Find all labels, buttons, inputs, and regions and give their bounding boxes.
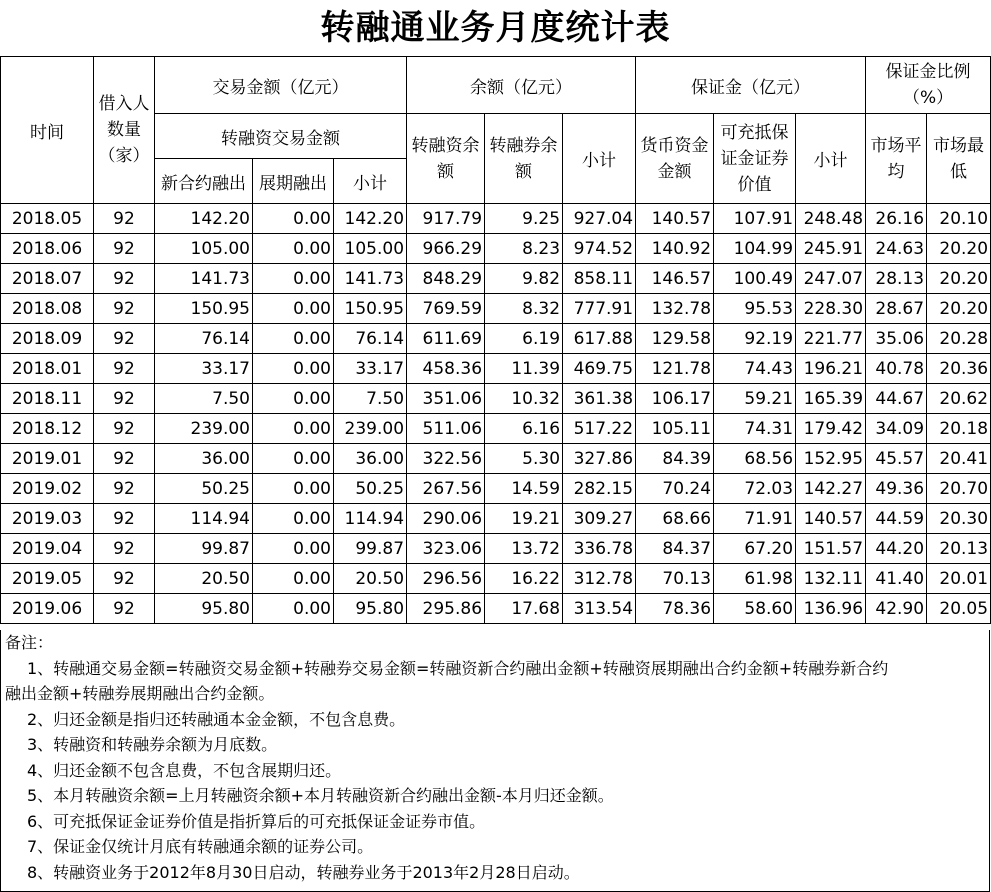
table-cell: 50.25 — [155, 474, 253, 504]
table-cell: 114.94 — [155, 504, 253, 534]
table-row — [1, 234, 991, 264]
cell-time: 2018.06 — [1, 234, 94, 264]
table-cell: 84.37 — [636, 534, 714, 564]
table-cell: 927.04 — [563, 204, 636, 234]
table-cell: 313.54 — [563, 594, 636, 624]
table-cell: 228.30 — [796, 294, 866, 324]
table-cell: 34.09 — [866, 414, 927, 444]
table-cell: 99.87 — [334, 534, 407, 564]
table-cell: 92 — [94, 504, 155, 534]
table-cell: 290.06 — [407, 504, 485, 534]
table-cell: 296.56 — [407, 564, 485, 594]
table-cell: 282.15 — [563, 474, 636, 504]
table-cell: 19.21 — [485, 504, 563, 534]
table-cell: 0.00 — [253, 594, 334, 624]
cell-time: 2019.01 — [1, 444, 94, 474]
table-cell: 20.10 — [927, 204, 991, 234]
table-row — [1, 474, 991, 504]
table-cell: 68.56 — [714, 444, 796, 474]
cell-time: 2018.05 — [1, 204, 94, 234]
header-new-contract: 新合约融出 — [155, 159, 253, 204]
table-row — [1, 384, 991, 414]
table-cell: 322.56 — [407, 444, 485, 474]
table-row — [1, 414, 991, 444]
table-cell: 20.50 — [334, 564, 407, 594]
table-cell: 196.21 — [796, 354, 866, 384]
table-cell: 26.16 — [866, 204, 927, 234]
table-cell: 95.80 — [334, 594, 407, 624]
table-cell: 84.39 — [636, 444, 714, 474]
table-cell: 95.80 — [155, 594, 253, 624]
table-cell: 769.59 — [407, 294, 485, 324]
table-cell: 92 — [94, 354, 155, 384]
table-cell: 132.78 — [636, 294, 714, 324]
table-cell: 150.95 — [155, 294, 253, 324]
table-cell: 142.27 — [796, 474, 866, 504]
table-cell: 221.77 — [796, 324, 866, 354]
table-cell: 617.88 — [563, 324, 636, 354]
table-cell: 114.94 — [334, 504, 407, 534]
table-cell: 150.95 — [334, 294, 407, 324]
table-cell: 10.32 — [485, 384, 563, 414]
table-row — [1, 264, 991, 294]
note-6: 6、可充抵保证金证券价值是指折算后的可充抵保证金证券市值。 — [27, 811, 486, 831]
table-cell: 11.39 — [485, 354, 563, 384]
table-cell: 0.00 — [253, 414, 334, 444]
table-cell: 20.70 — [927, 474, 991, 504]
table-cell: 295.86 — [407, 594, 485, 624]
table-cell: 13.72 — [485, 534, 563, 564]
table-cell: 59.21 — [714, 384, 796, 414]
note-7: 7、保证金仅统计月底有转融通余额的证券公司。 — [27, 837, 374, 856]
table-cell: 58.60 — [714, 594, 796, 624]
table-cell: 361.38 — [563, 384, 636, 414]
table-header — [1, 57, 991, 204]
table-cell: 20.13 — [927, 534, 991, 564]
table-cell: 239.00 — [155, 414, 253, 444]
table-cell: 0.00 — [253, 444, 334, 474]
table-cell: 517.22 — [563, 414, 636, 444]
table-cell: 0.00 — [253, 294, 334, 324]
table-cell: 92 — [94, 594, 155, 624]
cell-time: 2019.05 — [1, 564, 94, 594]
header-margin: 保证金（亿元） — [636, 57, 866, 114]
table-cell: 105.11 — [636, 414, 714, 444]
table-cell: 7.50 — [334, 384, 407, 414]
table-cell: 107.91 — [714, 204, 796, 234]
notes-heading: 备注： — [5, 633, 54, 652]
table-cell: 312.78 — [563, 564, 636, 594]
cell-time: 2018.07 — [1, 264, 94, 294]
table-cell: 92 — [94, 324, 155, 354]
note-2: 2、归还金额是指归还转融通本金金额，不包含息费。 — [27, 709, 406, 729]
table-cell: 140.57 — [636, 204, 714, 234]
table-cell: 966.29 — [407, 234, 485, 264]
table-cell: 132.11 — [796, 564, 866, 594]
table-cell: 44.59 — [866, 504, 927, 534]
table-cell: 92 — [94, 384, 155, 414]
table-cell: 100.49 — [714, 264, 796, 294]
table-cell: 70.13 — [636, 564, 714, 594]
table-cell: 142.20 — [334, 204, 407, 234]
table-cell: 42.90 — [866, 594, 927, 624]
table-cell: 245.91 — [796, 234, 866, 264]
header-zrz-trade: 转融资交易金额 — [155, 114, 407, 159]
table-cell: 146.57 — [636, 264, 714, 294]
table-row — [1, 564, 991, 594]
table-cell: 777.91 — [563, 294, 636, 324]
table-cell: 105.00 — [155, 234, 253, 264]
header-ratio: 保证金比例（%） — [866, 57, 991, 114]
table-cell: 20.18 — [927, 414, 991, 444]
table-cell: 309.27 — [563, 504, 636, 534]
table-cell: 20.20 — [927, 234, 991, 264]
table-cell: 92 — [94, 564, 155, 594]
table-cell: 239.00 — [334, 414, 407, 444]
table-cell: 99.87 — [155, 534, 253, 564]
cell-time: 2018.12 — [1, 414, 94, 444]
table-cell: 267.56 — [407, 474, 485, 504]
table-cell: 20.05 — [927, 594, 991, 624]
table-cell: 49.36 — [866, 474, 927, 504]
table-cell: 0.00 — [253, 204, 334, 234]
table-cell: 20.50 — [155, 564, 253, 594]
table-cell: 92 — [94, 294, 155, 324]
statistics-table — [0, 56, 991, 624]
header-zrz-balance: 转融资余额 — [407, 114, 485, 204]
table-cell: 92 — [94, 474, 155, 504]
table-cell: 8.23 — [485, 234, 563, 264]
table-cell: 611.69 — [407, 324, 485, 354]
table-cell: 469.75 — [563, 354, 636, 384]
table-cell: 61.98 — [714, 564, 796, 594]
table-cell: 0.00 — [253, 384, 334, 414]
table-cell: 6.19 — [485, 324, 563, 354]
table-cell: 14.59 — [485, 474, 563, 504]
table-cell: 16.22 — [485, 564, 563, 594]
table-cell: 336.78 — [563, 534, 636, 564]
table-row — [1, 534, 991, 564]
cell-time: 2018.09 — [1, 324, 94, 354]
table-cell: 20.62 — [927, 384, 991, 414]
note-1: 1、转融通交易金额=转融资交易金额+转融券交易金额=转融资新合约融出金额+转融资展期融出合约金额+转融券新合约 — [27, 658, 889, 678]
table-cell: 0.00 — [253, 474, 334, 504]
notes-section — [0, 630, 990, 892]
table-cell: 142.20 — [155, 204, 253, 234]
table-cell: 141.73 — [155, 264, 253, 294]
table-cell: 40.78 — [866, 354, 927, 384]
table-cell: 140.92 — [636, 234, 714, 264]
table-cell: 20.28 — [927, 324, 991, 354]
table-cell: 121.78 — [636, 354, 714, 384]
table-cell: 9.25 — [485, 204, 563, 234]
table-cell: 20.20 — [927, 264, 991, 294]
table-cell: 511.06 — [407, 414, 485, 444]
table-cell: 106.17 — [636, 384, 714, 414]
table-cell: 9.82 — [485, 264, 563, 294]
table-cell: 351.06 — [407, 384, 485, 414]
table-cell: 71.91 — [714, 504, 796, 534]
table-cell: 35.06 — [866, 324, 927, 354]
table-cell: 78.36 — [636, 594, 714, 624]
table-cell: 44.20 — [866, 534, 927, 564]
table-cell: 74.43 — [714, 354, 796, 384]
cell-time: 2018.01 — [1, 354, 94, 384]
header-market-avg: 市场平均 — [866, 114, 927, 204]
header-market-min: 市场最低 — [927, 114, 991, 204]
table-cell: 0.00 — [253, 504, 334, 534]
table-cell: 165.39 — [796, 384, 866, 414]
table-cell: 327.86 — [563, 444, 636, 474]
table-cell: 92.19 — [714, 324, 796, 354]
table-cell: 92 — [94, 234, 155, 264]
table-cell: 0.00 — [253, 234, 334, 264]
page-title: 转融通业务月度统计表 — [320, 8, 671, 48]
header-securities-margin: 可充抵保证金证券价值 — [714, 114, 796, 204]
header-zrq-balance: 转融券余额 — [485, 114, 563, 204]
table-cell: 141.73 — [334, 264, 407, 294]
table-cell: 8.32 — [485, 294, 563, 324]
note-5: 5、本月转融资余额=上月转融资余额+本月转融资新合约融出金额-本月归还金额。 — [27, 786, 614, 805]
table-cell: 24.63 — [866, 234, 927, 264]
cell-time: 2019.04 — [1, 534, 94, 564]
cell-time: 2018.11 — [1, 384, 94, 414]
table-cell: 20.20 — [927, 294, 991, 324]
table-cell: 7.50 — [155, 384, 253, 414]
table-cell: 67.20 — [714, 534, 796, 564]
table-row — [1, 294, 991, 324]
table-cell: 0.00 — [253, 264, 334, 294]
note-1-continued: 融出金额+转融券展期融出合约金额。 — [5, 684, 275, 703]
table-cell: 323.06 — [407, 534, 485, 564]
note-3: 3、转融资和转融券余额为月底数。 — [27, 735, 278, 754]
table-cell: 0.00 — [253, 324, 334, 354]
table-cell: 917.79 — [407, 204, 485, 234]
table-cell: 28.13 — [866, 264, 927, 294]
table-cell: 41.40 — [866, 564, 927, 594]
table-cell: 72.03 — [714, 474, 796, 504]
table-cell: 92 — [94, 444, 155, 474]
table-cell: 848.29 — [407, 264, 485, 294]
table-cell: 76.14 — [334, 324, 407, 354]
table-cell: 20.36 — [927, 354, 991, 384]
table-cell: 36.00 — [155, 444, 253, 474]
table-cell: 76.14 — [155, 324, 253, 354]
header-borrowers: 借入人数量（家） — [94, 57, 155, 204]
table-row — [1, 444, 991, 474]
table-cell: 74.31 — [714, 414, 796, 444]
table-cell: 151.57 — [796, 534, 866, 564]
header-cash-margin: 货币资金金额 — [636, 114, 714, 204]
table-cell: 458.36 — [407, 354, 485, 384]
table-cell: 92 — [94, 534, 155, 564]
table-cell: 44.67 — [866, 384, 927, 414]
table-cell: 247.07 — [796, 264, 866, 294]
table-cell: 20.30 — [927, 504, 991, 534]
table-cell: 92 — [94, 414, 155, 444]
header-trade-subtotal: 小计 — [334, 159, 407, 204]
table-cell: 152.95 — [796, 444, 866, 474]
table-body — [1, 204, 991, 624]
header-margin-subtotal: 小计 — [796, 114, 866, 204]
header-extension: 展期融出 — [253, 159, 334, 204]
table-cell: 0.00 — [253, 534, 334, 564]
table-cell: 92 — [94, 204, 155, 234]
table-cell: 6.16 — [485, 414, 563, 444]
table-row — [1, 504, 991, 534]
table-cell: 36.00 — [334, 444, 407, 474]
table-cell: 68.66 — [636, 504, 714, 534]
table-cell: 95.53 — [714, 294, 796, 324]
table-cell: 33.17 — [155, 354, 253, 384]
table-cell: 50.25 — [334, 474, 407, 504]
table-cell: 17.68 — [485, 594, 563, 624]
table-cell: 858.11 — [563, 264, 636, 294]
table-cell: 105.00 — [334, 234, 407, 264]
note-8: 8、转融资业务于2012年8月30日启动，转融券业务于2013年2月28日启动。 — [27, 862, 580, 882]
header-balance-subtotal: 小计 — [563, 114, 636, 204]
table-cell: 248.48 — [796, 204, 866, 234]
table-cell: 28.67 — [866, 294, 927, 324]
table-cell: 179.42 — [796, 414, 866, 444]
table-cell: 0.00 — [253, 354, 334, 384]
header-trade-amount: 交易金额（亿元） — [155, 57, 407, 114]
cell-time: 2019.03 — [1, 504, 94, 534]
table-cell: 129.58 — [636, 324, 714, 354]
table-cell: 140.57 — [796, 504, 866, 534]
table-cell: 5.30 — [485, 444, 563, 474]
header-balance: 余额（亿元） — [407, 57, 636, 114]
cell-time: 2019.06 — [1, 594, 94, 624]
table-row — [1, 354, 991, 384]
table-cell: 104.99 — [714, 234, 796, 264]
header-time: 时间 — [1, 57, 94, 204]
table-cell: 45.57 — [866, 444, 927, 474]
table-cell: 0.00 — [253, 564, 334, 594]
table-cell: 20.01 — [927, 564, 991, 594]
table-cell: 136.96 — [796, 594, 866, 624]
table-cell: 92 — [94, 264, 155, 294]
table-cell: 974.52 — [563, 234, 636, 264]
table-row — [1, 594, 991, 624]
table-cell: 33.17 — [334, 354, 407, 384]
note-4: 4、归还金额不包含息费，不包含展期归还。 — [27, 760, 342, 780]
cell-time: 2019.02 — [1, 474, 94, 504]
table-row — [1, 204, 991, 234]
table-cell: 20.41 — [927, 444, 991, 474]
cell-time: 2018.08 — [1, 294, 94, 324]
table-row — [1, 324, 991, 354]
table-cell: 70.24 — [636, 474, 714, 504]
